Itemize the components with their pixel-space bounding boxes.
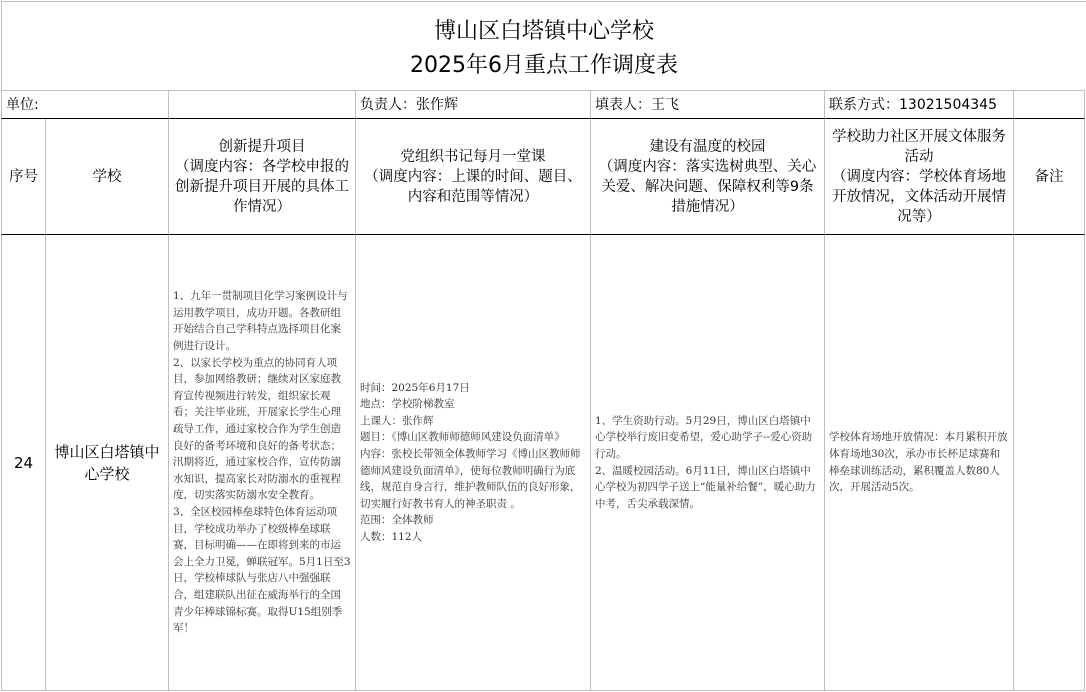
form-filler: 填表人：王飞 bbox=[591, 90, 825, 119]
header-remark: 备注 bbox=[1014, 119, 1085, 235]
row-remark bbox=[1014, 235, 1085, 691]
row-warm-campus: 1、学生资助行动。5月29日，博山区白塔镇中心学校举行废旧变希望，爱心助学子--爱心资助行动。 2、温暖校园活动。6月11日，博山区白塔镇中心学校为初四学子送上“能量补给餐”，暖心助力中考，舌尖承载深情。 bbox=[591, 235, 825, 691]
sheet-title: 博山区白塔镇中心学校 bbox=[433, 19, 654, 44]
row-seq: 24 bbox=[1, 235, 46, 691]
unit-value bbox=[169, 90, 356, 119]
header-community-service: 学校助力社区开展文体服务活动 （调度内容：学校体育场地开放情况，文体活动开展情况等） bbox=[825, 119, 1014, 235]
header-school: 学校 bbox=[46, 119, 169, 235]
row-innovation: 1、九年一贯制项目化学习案例设计与运用教学项目，成功开题。各教研组开始结合自己学科特点选择项目化案例进行设计。 2、以家长学校为重点的协同育人项目，参加网络教研；继续对区家庭教育宣传视频进行转发，组织家长观看；关注毕业班，开展家长学生心理疏导工作，通过家校合作为学生创造良好的备考环境和良好的备考状态；汛期将近，通过家校合作，宣传防溺水知识，提高家长对防溺水的重视程度，切实落实防溺水安全教育。 3、全区校园棒垒球特色体育运动项目，学校成功举办了校级棒垒球联赛，目标明确——在即将到来的市运会上全力卫冕，蝉联冠军。5月1日至3日，学校棒球队与张店八中强强联合，组建联队出征在威海举行的全国青少年棒球锦标赛。取得U15组别季军！ bbox=[169, 235, 356, 691]
info-empty bbox=[1014, 90, 1085, 119]
sheet-subtitle: 2025年6月重点工作调度表 bbox=[410, 53, 678, 78]
responsible-person: 负责人：张作辉 bbox=[356, 90, 591, 119]
title-block bbox=[1, 1, 1086, 91]
contact-info: 联系方式：13021504345 bbox=[825, 90, 1014, 119]
row-school: 博山区白塔镇中心学校 bbox=[46, 235, 169, 691]
header-warm-campus: 建设有温度的校园 （调度内容：落实选树典型、关心关爱、解决问题、保障权利等9条措施情况） bbox=[591, 119, 825, 235]
row-party-lesson: 时间：2025年6月17日 地点：学校阶梯教室 上课人：张作辉 题目：《博山区教师师德师风建设负面清单》 内容：张校长带领全体教师学习《博山区教师师德师风建设负面清单》，使每位教师明确行为底线，规范自身言行，维护教师队伍的良好形象，切实履行好教书育人的神圣职责 。 范围：全体教师 人数：112人 bbox=[356, 235, 591, 691]
row-community-service: 学校体育场地开放情况：本月累积开放体育场地30次，承办市长杯足球赛和棒垒球训练活动，累积覆盖人数80人次，开展活动5次。 bbox=[825, 235, 1014, 691]
header-seq: 序号 bbox=[1, 119, 46, 235]
header-party-lesson: 党组织书记每月一堂课 （调度内容：上课的时间、题目、内容和范围等情况） bbox=[356, 119, 591, 235]
unit-label: 单位: bbox=[1, 90, 169, 119]
header-innovation: 创新提升项目 （调度内容：各学校申报的创新提升项目开展的具体工作情况） bbox=[169, 119, 356, 235]
